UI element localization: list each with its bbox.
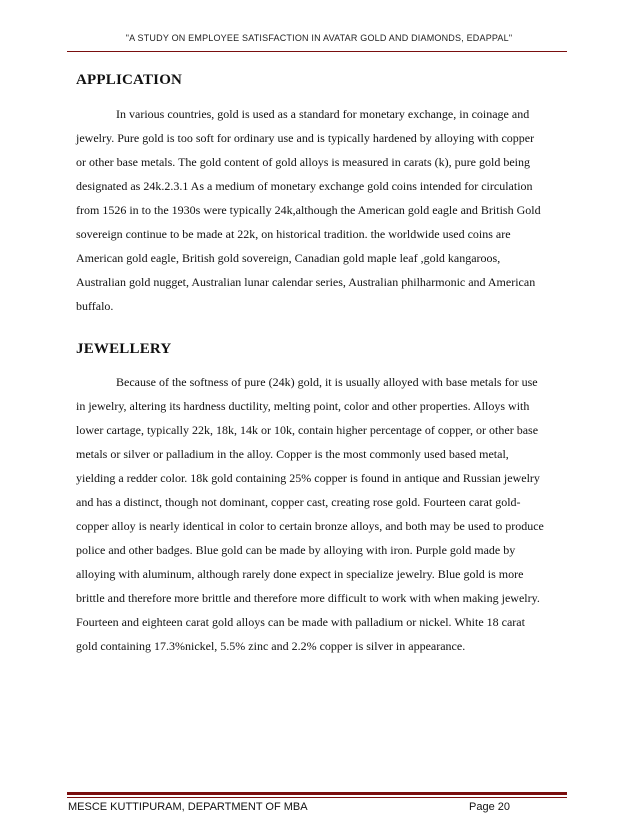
paragraph-line: or other base metals. The gold content of gold alloys is measured in carats (k), pure gold being [76, 155, 530, 169]
header-rule [67, 51, 567, 52]
paragraph-line: Because of the softness of pure (24k) gold, it is usually alloyed with base metals for use [116, 375, 538, 389]
paragraph-line: buffalo. [76, 299, 114, 313]
paragraph-line: American gold eagle, British gold sovereign, Canadian gold maple leaf ,gold kangaroos, [76, 251, 501, 265]
footer-rule-thin [67, 797, 567, 798]
paragraph-line: In various countries, gold is used as a standard for monetary exchange, in coinage and [116, 107, 530, 121]
paragraph-line: jewelry. Pure gold is too soft for ordinary use and is typically hardened by alloying with copper [76, 131, 535, 145]
paragraph-line: yielding a redder color. 18k gold containing 25% copper is found in antique and Russian jewelry [76, 471, 540, 485]
page-number: Page 20 [469, 801, 510, 813]
paragraph-line: Australian gold nugget, Australian lunar calendar series, Australian philharmonic and American [76, 275, 536, 289]
paragraph-line: police and other badges. Blue gold can be made by alloying with iron. Purple gold made by [76, 543, 516, 557]
running-header: "A STUDY ON EMPLOYEE SATISFACTION IN AVATAR GOLD AND DIAMONDS, EDAPPAL" [125, 33, 513, 43]
footer-rule-thick [67, 792, 567, 795]
paragraph-line: from 1526 in to the 1930s were typically 24k,although the American gold eagle and British Gold [76, 203, 541, 217]
paragraph-line: and has a distinct, though not dominant, copper cast, creating rose gold. Fourteen carat gold- [76, 495, 521, 509]
paragraph-line: sovereign continue to be made at 22k, on historical tradition. the worldwide used coins are [76, 227, 511, 241]
paragraph-line: lower cartage, typically 22k, 18k, 14k or 10k, contain higher percentage of copper, or other base [76, 423, 539, 437]
paragraph-line: designated as 24k.2.3.1 As a medium of monetary exchange gold coins intended for circulation [76, 179, 533, 193]
paragraph-line: Fourteen and eighteen carat gold alloys can be made with palladium or nickel. White 18 carat [76, 615, 525, 629]
section-heading-jewellery: JEWELLERY [76, 341, 172, 357]
paragraph-line: gold containing 17.3%nickel, 5.5% zinc and 2.2% copper is silver in appearance. [76, 639, 466, 653]
paragraph-line: alloying with aluminum, although rarely done expect in specialize jewelry. Blue gold is more [76, 567, 524, 581]
footer-department: MESCE KUTTIPURAM, DEPARTMENT OF MBA [68, 801, 308, 813]
paragraph-line: copper alloy is nearly identical in color to certain bronze alloys, and both may be used to produce [76, 519, 544, 533]
paragraph-line: brittle and therefore more brittle and therefore more difficult to work with when making jewelry. [76, 591, 540, 605]
section-heading-application: APPLICATION [76, 72, 183, 88]
paragraph-line: metals or silver or palladium in the alloy. Copper is the most commonly used based metal, [76, 447, 509, 461]
paragraph-line: in jewelry, altering its hardness ductility, melting point, color and other properties. Alloys with [76, 399, 530, 413]
